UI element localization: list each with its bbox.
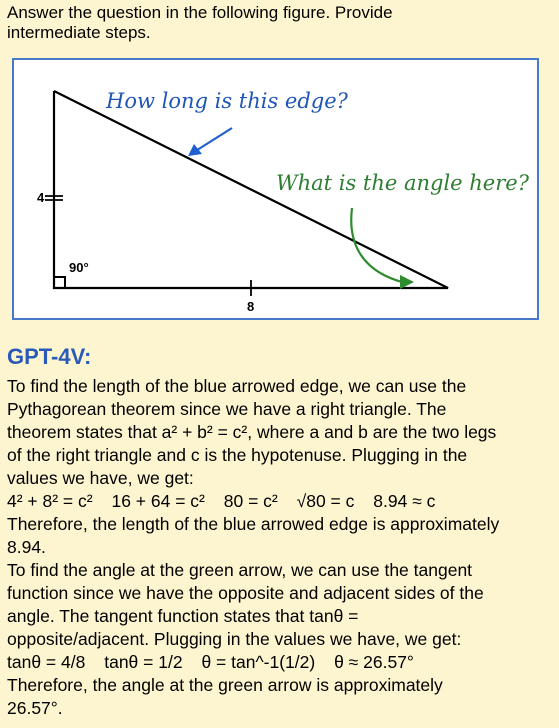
answer-line: values we have, we get: [7,468,194,488]
answer-line: To find the length of the blue arrowed edge, we can use the [7,376,467,396]
calc-row-tangent [7,651,555,674]
answer-line: of the right triangle and c is the hypotenuse. Plugging in the [7,445,468,465]
question-line: intermediate steps. [7,23,151,42]
calc-step: θ ≈ 26.57° [334,652,414,672]
answer-line: 8.94. [7,537,46,557]
answer-line: To find the angle at the green arrow, we can use the tangent [7,560,473,580]
answer-line: function since we have the opposite and adjacent sides of the [7,583,484,603]
question-line: Answer the question in the following figure. Provide [7,3,393,22]
edge-arrow-shaft [194,128,232,152]
calc-step: tanθ = 1/2 [104,652,183,672]
calc-step: 4² + 8² = c² [7,491,93,511]
question-text [7,3,547,43]
right-angle-marker [54,277,65,288]
calc-step: 80 = c² [223,491,278,511]
label-right-angle: 90° [69,260,89,275]
calc-row-pythagoras [7,490,555,513]
answer-line: Therefore, the angle at the green arrow is approximately [7,675,443,695]
answer-line: theorem states that a² + b² = c², where a and b are the two legs [7,422,497,442]
calc-step: θ = tan^-1(1/2) [201,652,316,672]
model-name: GPT-4V: [7,344,92,369]
answer-line: opposite/adjacent. Plugging in the values we have, we get: [7,629,462,649]
calc-step: tanθ = 4/8 [7,652,86,672]
answer-line: Pythagorean theorem since we have a right triangle. The [7,399,447,419]
answer-section [7,343,555,720]
label-vertical: 4 [37,190,45,205]
label-horizontal: 8 [247,299,255,314]
annotation-edge-question: How long is this edge? [106,89,348,113]
edge-arrow-head-icon [188,144,202,156]
calc-step: 8.94 ≈ c [373,491,436,511]
answer-line: 26.57°. [7,698,63,718]
angle-arrow-shaft [351,208,402,282]
figure-panel [12,58,539,320]
calc-step: √80 = c [296,491,355,511]
calc-step: 16 + 64 = c² [111,491,205,511]
answer-line: angle. The tangent function states that tanθ = [7,606,359,626]
triangle-figure [14,60,537,318]
answer-line: Therefore, the length of the blue arrowed edge is approximately [7,514,500,534]
annotation-angle-question: What is the angle here? [276,171,529,195]
